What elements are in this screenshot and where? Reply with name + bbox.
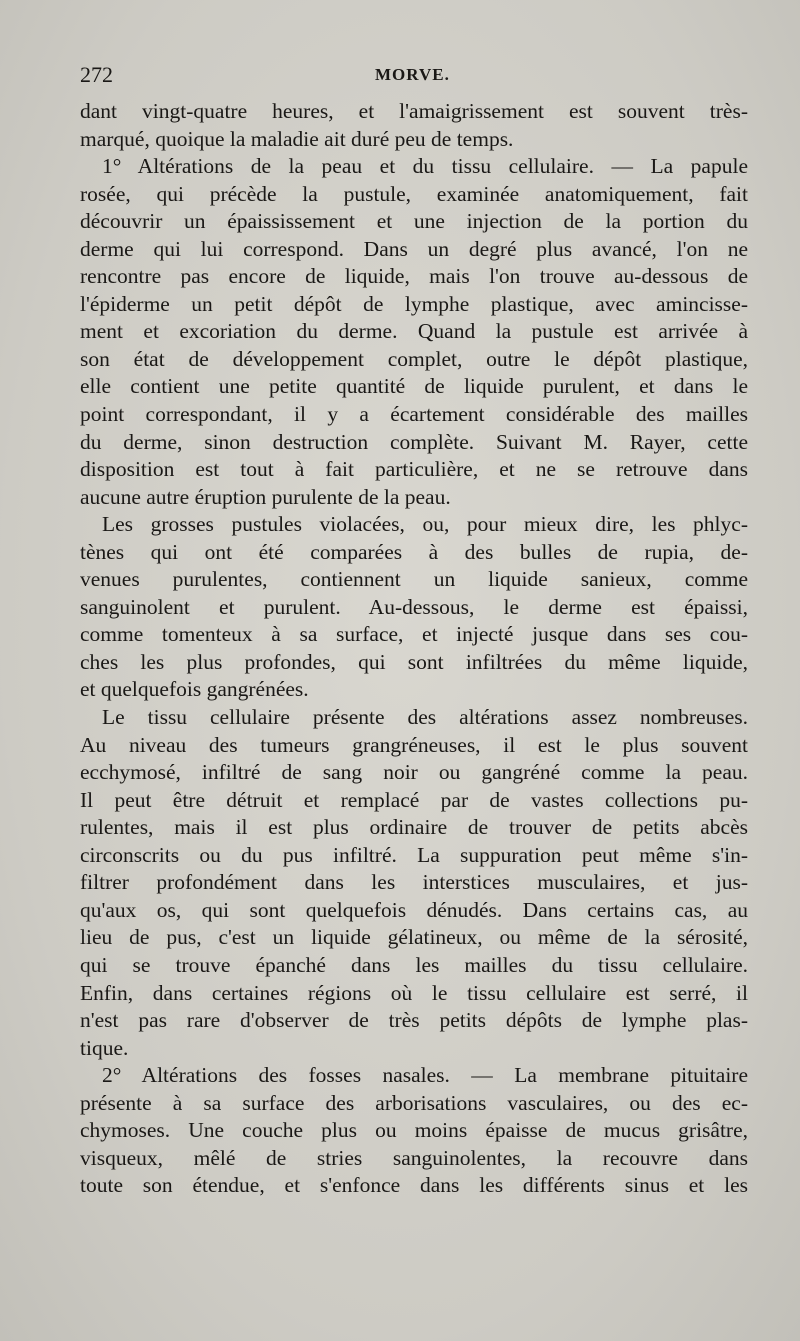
text-line: sanguinolent et purulent. Au-dessous, le derme est épaissi, (80, 594, 748, 619)
text-line: rosée, qui précède la pustule, examinée anatomiquement, fait (80, 181, 748, 206)
running-title: MORVE. (375, 65, 450, 84)
text-line: qu'aux os, qui sont quelquefois dénudés. Dans certains cas, au (80, 897, 748, 922)
text-line: l'épiderme un petit dépôt de lymphe plastique, avec amincisse- (80, 291, 748, 316)
text-line: dant vingt-quatre heures, et l'amaigrissement est souvent très- (80, 99, 748, 123)
text-line: point correspondant, il y a écartement considérable des mailles (80, 402, 748, 427)
text-line: rulentes, mais il est plus ordinaire de trouver de petits abcès (80, 815, 748, 840)
text-line: elle contient une petite quantité de liquide purulent, et dans le (80, 374, 748, 399)
text-line: lieu de pus, c'est un liquide gélatineux, ou même de la sérosité, (80, 925, 748, 950)
text-line: ches les plus profondes, qui sont infiltrées du même liquide, (80, 649, 748, 674)
text-line: toute son étendue, et s'enfonce dans les différents sinus et les (80, 1173, 748, 1198)
text-line: disposition est tout à fait particulière, et ne se retrouve dans (80, 457, 748, 482)
text-line: venues purulentes, contiennent un liquide sanieux, comme (80, 567, 748, 592)
text-line: comme tomenteux à sa surface, et injecté jusque dans ses cou- (80, 622, 748, 647)
text-line: chymoses. Une couche plus ou moins épaisse de mucus grisâtre, (80, 1118, 748, 1143)
text-line: filtrer profondément dans les interstices musculaires, et jus- (80, 870, 748, 895)
page-header (80, 58, 748, 90)
text-line: du derme, sinon destruction complète. Suivant M. Rayer, cette (80, 429, 748, 454)
body-text (80, 98, 748, 1200)
text-line: Au niveau des tumeurs grangréneuses, il est le plus souvent (80, 732, 748, 757)
text-line: son état de développement complet, outre le dépôt plastique, (80, 346, 748, 371)
text-line: Enfin, dans certaines régions où le tissu cellulaire est serré, il (80, 980, 748, 1005)
text-line: ecchymosé, infiltré de sang noir ou gangréné comme la peau. (80, 760, 748, 785)
text-line: Les grosses pustules violacées, ou, pour mieux dire, les phlyc- (102, 512, 748, 537)
text-line: ment et excoriation du derme. Quand la pustule est arrivée à (80, 319, 748, 344)
text-line: visqueux, mêlé de stries sanguinolentes, la recouvre dans (80, 1145, 748, 1170)
text-line: marqué, quoique la maladie ait duré peu de temps. (80, 126, 514, 151)
text-line: rencontre pas encore de liquide, mais l'on trouve au-dessous de (80, 264, 748, 289)
text-line: qui se trouve épanché dans les mailles du tissu cellulaire. (80, 952, 748, 977)
text-line: circonscrits ou du pus infiltré. La suppuration peut même s'in- (80, 842, 748, 867)
text-line: n'est pas rare d'observer de très petits dépôts de lymphe plas- (80, 1008, 748, 1033)
text-line: tique. (80, 1035, 129, 1060)
text-line: découvrir un épaississement et une injection de la portion du (80, 209, 748, 234)
text-line: tènes qui ont été comparées à des bulles de rupia, de- (80, 539, 748, 564)
text-line: derme qui lui correspond. Dans un degré plus avancé, l'on ne (80, 236, 748, 261)
text-line: Le tissu cellulaire présente des altérations assez nombreuses. (102, 705, 748, 730)
page-number: 272 (80, 62, 113, 87)
text-line: 1° Altérations de la peau et du tissu cellulaire. — La papule (102, 154, 748, 179)
text-line: 2° Altérations des fosses nasales. — La membrane pituitaire (102, 1063, 748, 1088)
text-line: Il peut être détruit et remplacé par de vastes collections pu- (80, 787, 748, 812)
text-line: et quelquefois gangrénées. (80, 677, 309, 702)
text-line: présente à sa surface des arborisations vasculaires, ou des ec- (80, 1090, 748, 1115)
text-line: aucune autre éruption purulente de la peau. (80, 484, 451, 509)
